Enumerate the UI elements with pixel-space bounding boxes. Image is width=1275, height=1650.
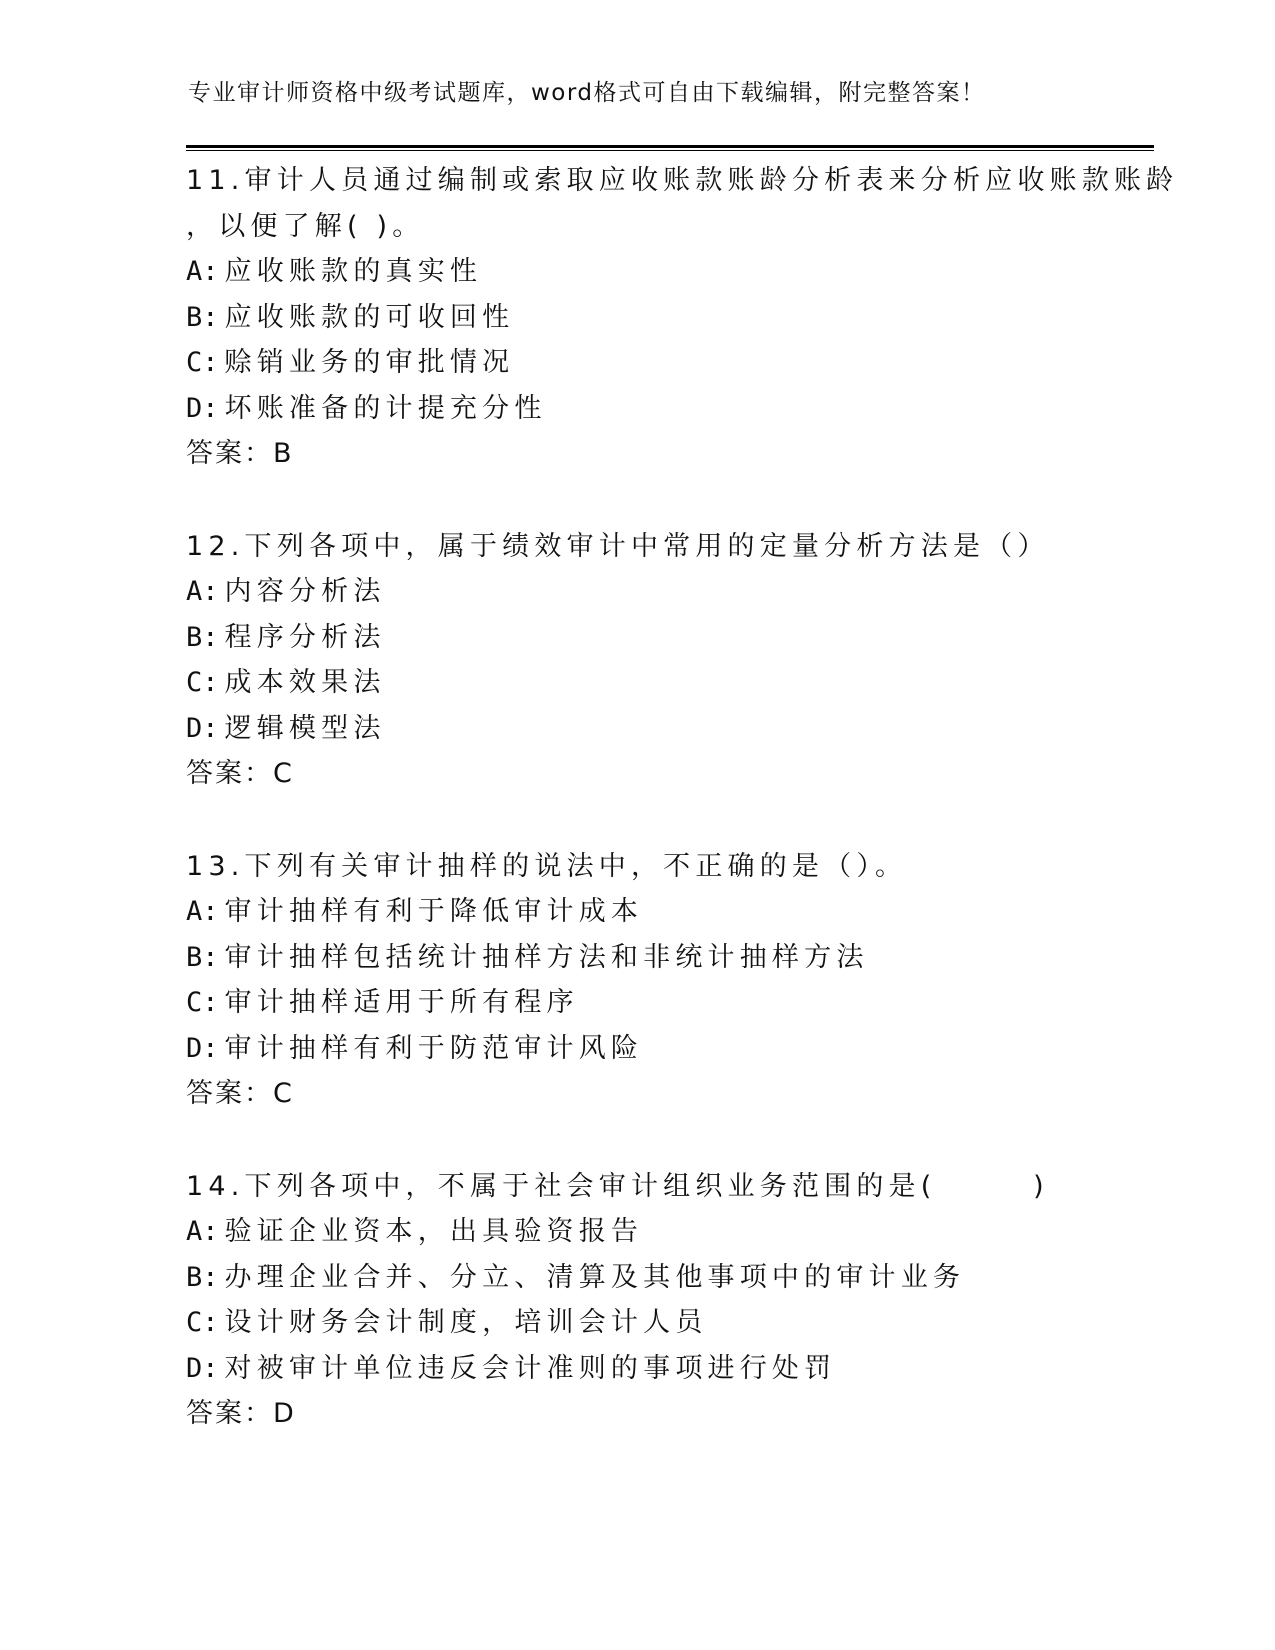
option-label: D: (186, 392, 219, 424)
question-spacer (186, 477, 1146, 524)
question-stem: 11.审计人员通过编制或索取应收账款账龄分析表来分析应收账款账龄 (186, 165, 1179, 196)
option-a (186, 1209, 1146, 1255)
question-stem: 13.下列有关审计抽样的说法中，不正确的是（）。 (186, 850, 908, 882)
option-label: B: (186, 941, 219, 973)
header-divider-thick (186, 145, 1154, 148)
header-divider-thin (186, 150, 1154, 151)
question-11 (186, 158, 1179, 477)
option-c (186, 1300, 1146, 1346)
option-label: C: (186, 1307, 219, 1338)
option-label: C: (186, 987, 219, 1018)
option-text: 应收账款的可收回性 (224, 301, 515, 333)
option-text: 坏账准备的计提充分性 (224, 392, 547, 424)
option-a (186, 249, 1146, 295)
header-divider (186, 145, 1154, 152)
option-b (186, 1255, 1146, 1301)
option-b (186, 935, 1146, 981)
option-label: D: (186, 1352, 219, 1384)
page-header: 专业审计师资格中级考试题库，word格式可自由下载编辑，附完整答案！ (188, 80, 986, 106)
option-text: 验证企业资本，出具验资报告 (224, 1216, 644, 1247)
option-b (186, 295, 1146, 341)
option-text: 审计抽样有利于防范审计风险 (224, 1032, 644, 1064)
option-text: 审计抽样适用于所有程序 (224, 987, 579, 1018)
question-spacer (186, 1117, 1146, 1164)
question-spacer (186, 797, 1146, 844)
option-b (186, 615, 1146, 661)
answer-line: 答案：C (186, 1078, 294, 1109)
option-d (186, 1346, 1146, 1392)
option-text: 程序分析法 (224, 621, 386, 653)
option-label: A: (186, 576, 219, 607)
option-c (186, 660, 1146, 706)
question-14 (186, 1164, 1146, 1437)
option-label: B: (186, 621, 219, 653)
option-text: 审计抽样有利于降低审计成本 (224, 896, 644, 927)
option-label: D: (186, 1032, 219, 1064)
option-a (186, 889, 1146, 935)
option-label: A: (186, 896, 219, 927)
option-label: B: (186, 1261, 219, 1293)
option-text: 办理企业合并、分立、清算及其他事项中的审计业务 (224, 1261, 966, 1293)
option-c (186, 980, 1146, 1026)
option-text: 应收账款的真实性 (224, 256, 483, 287)
option-text: 审计抽样包括统计抽样方法和非统计抽样方法 (224, 941, 869, 973)
option-label: C: (186, 347, 219, 378)
question-stem: 12.下列各项中，属于绩效审计中常用的定量分析方法是（） (186, 530, 1050, 562)
option-label: A: (186, 256, 219, 287)
option-text: 内容分析法 (224, 576, 386, 607)
option-c (186, 340, 1146, 386)
option-text: 赊销业务的审批情况 (224, 347, 515, 378)
option-d (186, 706, 1146, 752)
question-12 (186, 524, 1146, 797)
option-text: 逻辑模型法 (224, 712, 386, 744)
option-label: A: (186, 1216, 219, 1247)
answer-line: 答案：D (186, 1398, 296, 1429)
question-stem: 14.下列各项中，不属于社会审计组织业务范围的是( ) (186, 1170, 1049, 1202)
option-label: D: (186, 712, 219, 744)
option-text: 成本效果法 (224, 667, 386, 698)
question-stem-continued: ，以便了解( )。 (186, 210, 425, 242)
question-13 (186, 844, 1146, 1117)
option-a (186, 569, 1146, 615)
option-text: 设计财务会计制度，培训会计人员 (224, 1307, 708, 1338)
option-d (186, 1026, 1146, 1072)
answer-line: 答案：C (186, 758, 294, 789)
question-list (186, 158, 1179, 1437)
option-label: C: (186, 667, 219, 698)
option-label: B: (186, 301, 219, 333)
option-text: 对被审计单位违反会计准则的事项进行处罚 (224, 1352, 837, 1384)
option-d (186, 386, 1146, 432)
answer-line: 答案：B (186, 438, 294, 469)
